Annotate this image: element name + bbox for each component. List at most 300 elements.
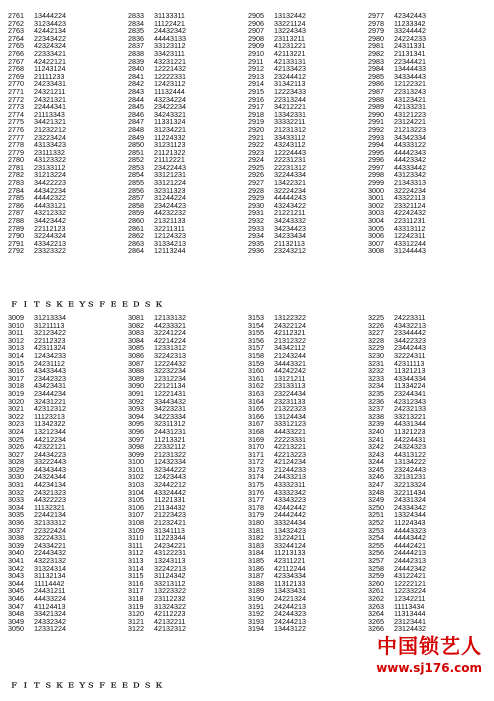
key-number: 3237 xyxy=(368,404,384,414)
key-number: 3096 xyxy=(128,426,144,436)
key-number: 2833 xyxy=(128,11,144,20)
cut-code: 24311331 xyxy=(394,41,426,51)
key-number: 2998 xyxy=(368,170,384,180)
key-number: 3007 xyxy=(368,238,384,248)
cut-code: 43432213 xyxy=(394,320,426,330)
key-number: 2777 xyxy=(8,132,24,142)
cut-code: 33433112 xyxy=(274,132,306,142)
cut-code: 22443432 xyxy=(34,548,66,558)
key-number: 2935 xyxy=(248,238,264,248)
cut-code: 24334342 xyxy=(394,502,426,512)
key-number: 2853 xyxy=(128,162,144,172)
cut-code: 34342334 xyxy=(394,132,426,142)
cut-code: 23133112 xyxy=(34,162,66,172)
key-number: 3248 xyxy=(368,487,384,497)
key-number: 2992 xyxy=(368,124,384,134)
cut-code: 22231231 xyxy=(274,155,306,165)
cut-code: 21111233 xyxy=(34,71,65,81)
key-number: 3102 xyxy=(128,472,144,482)
key-number: 2919 xyxy=(248,117,264,127)
key-number: 3043 xyxy=(8,571,24,581)
key-number: 2767 xyxy=(8,56,24,66)
cut-code: 13444224 xyxy=(34,11,66,20)
cut-code: 33312123 xyxy=(274,419,306,429)
key-number: 2994 xyxy=(368,140,384,150)
cut-code: 24231112 xyxy=(34,358,65,368)
key-number: 2764 xyxy=(8,33,24,43)
key-number: 2776 xyxy=(8,124,24,134)
key-number: 3234 xyxy=(368,381,384,391)
cut-code: 32131231 xyxy=(394,472,426,482)
key-number: 3189 xyxy=(248,586,264,596)
cut-code: 44342234 xyxy=(34,185,66,195)
cut-code: 43123322 xyxy=(34,155,66,165)
cut-code: 32123422 xyxy=(34,328,66,338)
cut-code: 44242242 xyxy=(274,366,306,376)
key-number: 3022 xyxy=(8,411,24,421)
key-number: 3045 xyxy=(8,586,24,596)
key-number: 3179 xyxy=(248,510,264,520)
cut-code: 31133311 xyxy=(154,11,185,20)
cut-code: 42442442 xyxy=(274,502,306,512)
cut-code: 21223423 xyxy=(154,510,186,520)
cut-code: 24324344 xyxy=(34,472,66,482)
cut-code: 44444243 xyxy=(274,193,306,203)
cut-code: 13443122 xyxy=(274,624,306,634)
cut-code: 42312343 xyxy=(394,396,426,406)
cut-code: 13342331 xyxy=(274,109,306,119)
cut-code: 11224332 xyxy=(154,132,186,142)
key-number: 2997 xyxy=(368,162,384,172)
key-number: 3091 xyxy=(128,388,144,398)
cut-code: 12342211 xyxy=(394,593,426,603)
key-number: 3032 xyxy=(8,487,24,497)
key-number: 3025 xyxy=(8,434,24,444)
key-number: 2852 xyxy=(128,155,144,165)
cut-code: 23244341 xyxy=(394,388,426,398)
key-number: 3027 xyxy=(8,449,24,459)
cut-code: 23244412 xyxy=(274,71,306,81)
cut-code: 13433431 xyxy=(274,586,306,596)
cut-code: 11321223 xyxy=(394,426,426,436)
key-number: 2790 xyxy=(8,231,24,241)
cut-code: 42124234 xyxy=(274,457,306,467)
key-number: 3244 xyxy=(368,457,384,467)
cut-code: 34233434 xyxy=(274,231,306,241)
key-number: 2858 xyxy=(128,200,144,210)
key-number: 2783 xyxy=(8,178,24,188)
key-number: 2933 xyxy=(248,223,264,233)
cut-code: 43122421 xyxy=(394,571,426,581)
cut-code: 44433224 xyxy=(34,593,66,603)
cut-code: 11312133 xyxy=(274,578,306,588)
table-row xyxy=(128,247,186,255)
key-number: 3108 xyxy=(128,518,144,528)
cut-code: 22223331 xyxy=(274,434,306,444)
key-number: 3083 xyxy=(128,328,144,338)
cut-code: 33244124 xyxy=(274,540,306,550)
cut-code: 24224233 xyxy=(394,33,426,43)
cut-code: 22322424 xyxy=(34,525,66,535)
key-number: 2989 xyxy=(368,102,384,112)
cut-code: 44433121 xyxy=(34,200,66,210)
key-number: 2850 xyxy=(128,140,144,150)
cut-code: 43423431 xyxy=(34,381,66,391)
cut-code: 21134432 xyxy=(154,502,186,512)
key-number: 3013 xyxy=(8,343,24,353)
key-number: 2906 xyxy=(248,18,264,28)
cut-code: 12312234 xyxy=(154,373,186,383)
key-number: 2986 xyxy=(368,79,384,89)
key-number: 3115 xyxy=(128,571,144,581)
cut-code: 44343443 xyxy=(34,464,66,474)
cut-code: 24434223 xyxy=(34,449,66,459)
key-number: 3235 xyxy=(368,388,384,398)
key-number: 3111 xyxy=(128,540,143,550)
cut-code: 42213221 xyxy=(274,442,306,452)
cut-code: 43342213 xyxy=(34,238,66,248)
cut-code: 13212344 xyxy=(34,426,66,436)
cut-code: 24331324 xyxy=(394,495,426,505)
key-number: 3250 xyxy=(368,502,384,512)
key-number: 3009 xyxy=(8,313,24,322)
key-number: 3015 xyxy=(8,358,24,368)
cut-code: 24442342 xyxy=(394,563,426,573)
code-column xyxy=(8,12,66,255)
cut-code: 22444341 xyxy=(34,102,66,112)
cut-code: 11313444 xyxy=(394,609,426,619)
cut-code: 11132444 xyxy=(154,86,185,96)
cut-code: 11122421 xyxy=(154,18,185,28)
cut-code: 23123441 xyxy=(394,616,426,626)
key-number: 2837 xyxy=(128,41,144,51)
cut-code: 13122322 xyxy=(274,313,306,322)
cut-code: 34342112 xyxy=(274,343,306,353)
cut-code: 21131341 xyxy=(394,48,426,58)
key-number: 2915 xyxy=(248,86,264,96)
key-number: 3040 xyxy=(8,548,24,558)
key-number: 3240 xyxy=(368,426,384,436)
key-number: 3154 xyxy=(248,320,264,330)
cut-code: 44233321 xyxy=(154,320,186,330)
key-number: 2834 xyxy=(128,18,144,28)
key-number: 3249 xyxy=(368,495,384,505)
key-number: 2996 xyxy=(368,155,384,165)
key-number: 3252 xyxy=(368,518,384,528)
cut-code: 42311221 xyxy=(274,556,306,565)
cut-code: 23344442 xyxy=(394,328,426,338)
key-number: 3262 xyxy=(368,593,384,603)
cut-code: 44442343 xyxy=(394,147,426,157)
key-number: 3236 xyxy=(368,396,384,406)
cut-code: 44442322 xyxy=(34,193,66,203)
key-number: 2762 xyxy=(8,18,24,28)
key-number: 3003 xyxy=(368,208,384,218)
cut-code: 31342113 xyxy=(274,79,306,89)
cut-code: 24232133 xyxy=(394,404,426,414)
key-number: 2781 xyxy=(8,162,24,172)
cut-code: 24334221 xyxy=(34,540,66,550)
key-number: 3194 xyxy=(248,624,264,634)
key-number: 3002 xyxy=(368,200,384,210)
cut-code: 23442323 xyxy=(34,373,66,383)
key-number: 3188 xyxy=(248,578,264,588)
watermark xyxy=(376,630,482,675)
cut-code: 31213224 xyxy=(34,170,66,180)
cut-code: 42133423 xyxy=(274,64,306,74)
cut-code: 12221431 xyxy=(154,388,186,398)
code-column xyxy=(128,314,186,633)
key-number: 2981 xyxy=(368,41,384,51)
key-number: 3172 xyxy=(248,457,264,467)
key-number: 3232 xyxy=(368,366,384,376)
cut-code: 42133131 xyxy=(274,56,306,66)
cut-code: 12242311 xyxy=(394,231,426,241)
key-number: 2845 xyxy=(128,102,144,112)
key-number: 3046 xyxy=(8,593,24,603)
key-number: 2929 xyxy=(248,193,264,203)
key-number: 3181 xyxy=(248,525,264,535)
cut-code: 12221432 xyxy=(154,64,186,74)
key-number: 3259 xyxy=(368,571,384,581)
cut-code: 34212221 xyxy=(274,102,306,112)
key-number: 2921 xyxy=(248,132,264,142)
cut-code: 21244233 xyxy=(274,464,306,474)
cut-code: 12331312 xyxy=(154,343,186,353)
key-number: 3162 xyxy=(248,381,264,391)
key-number: 3026 xyxy=(8,442,24,452)
cut-code: 42324324 xyxy=(34,41,66,51)
key-number: 2763 xyxy=(8,26,24,36)
key-number: 3256 xyxy=(368,548,384,558)
key-number: 3247 xyxy=(368,480,384,490)
key-number: 2789 xyxy=(8,223,24,233)
key-number: 2922 xyxy=(248,140,264,150)
key-number: 3095 xyxy=(128,419,144,429)
cut-code: 31234221 xyxy=(154,124,186,134)
key-number: 2838 xyxy=(128,48,144,58)
cut-code: 21232421 xyxy=(154,518,186,528)
key-number: 3228 xyxy=(368,335,384,345)
cut-code: 43133423 xyxy=(34,140,66,150)
key-number: 3000 xyxy=(368,185,384,195)
key-number: 2778 xyxy=(8,140,24,150)
code-column xyxy=(368,314,426,633)
cut-code: 22332112 xyxy=(154,442,186,452)
key-number: 3261 xyxy=(368,586,384,596)
cut-code: 42312312 xyxy=(34,404,66,414)
key-number: 3167 xyxy=(248,419,264,429)
key-number: 3177 xyxy=(248,495,264,505)
key-number: 3005 xyxy=(368,223,384,233)
cut-code: 22313244 xyxy=(274,94,306,104)
cut-code: 44443133 xyxy=(154,33,186,43)
key-number: 3038 xyxy=(8,533,24,543)
key-number: 3230 xyxy=(368,350,384,360)
key-number: 2774 xyxy=(8,109,24,119)
key-number: 3081 xyxy=(128,313,144,322)
key-number: 2999 xyxy=(368,178,384,188)
key-number: 3155 xyxy=(248,328,264,338)
key-number: 3008 xyxy=(368,246,384,256)
key-number: 2917 xyxy=(248,102,264,112)
cut-code: 44212234 xyxy=(34,434,66,444)
cut-code: 43123342 xyxy=(394,170,426,180)
cut-code: 24324323 xyxy=(394,442,426,452)
cut-code: 42112223 xyxy=(154,609,186,619)
key-number: 2936 xyxy=(248,246,264,256)
key-number: 3087 xyxy=(128,358,144,368)
cut-code: 21121322 xyxy=(154,147,186,157)
cut-code: 24321211 xyxy=(34,86,66,96)
key-number: 3156 xyxy=(248,335,264,345)
cut-code: 12432334 xyxy=(154,457,186,467)
cut-code: 43243422 xyxy=(274,200,306,210)
table-row xyxy=(8,247,66,255)
cut-code: 12331224 xyxy=(34,624,66,634)
cut-code: 24332342 xyxy=(34,616,66,626)
key-number: 2773 xyxy=(8,102,24,112)
cut-code: 32241224 xyxy=(154,328,186,338)
cut-code: 12222331 xyxy=(154,71,186,81)
key-number: 3157 xyxy=(248,343,264,353)
key-number: 3116 xyxy=(128,578,144,588)
cut-code: 13422321 xyxy=(274,178,306,188)
key-number: 3176 xyxy=(248,487,264,497)
key-number: 2914 xyxy=(248,79,264,89)
cut-code: 32211434 xyxy=(394,487,426,497)
code-column xyxy=(248,314,306,633)
cut-code: 44333122 xyxy=(394,140,426,150)
key-number: 2930 xyxy=(248,200,264,210)
key-number: 3185 xyxy=(248,556,264,565)
key-number: 3225 xyxy=(368,313,384,322)
key-number: 3168 xyxy=(248,426,264,436)
key-number: 3023 xyxy=(8,419,24,429)
key-number: 2907 xyxy=(248,26,264,36)
cut-code: 21231322 xyxy=(154,449,186,459)
cut-code: 33324434 xyxy=(274,518,306,528)
key-number: 3086 xyxy=(128,350,144,360)
key-number: 3029 xyxy=(8,464,24,474)
cut-code: 12423112 xyxy=(154,79,186,89)
key-number: 3107 xyxy=(128,510,144,520)
key-number: 3242 xyxy=(368,442,384,452)
cut-code: 42322121 xyxy=(34,442,66,452)
cut-code: 12122321 xyxy=(394,79,426,89)
cut-code: 34243321 xyxy=(154,109,186,119)
cut-code: 23242443 xyxy=(394,464,426,474)
cut-code: 11223344 xyxy=(154,533,186,543)
cut-code: 23133113 xyxy=(274,381,306,391)
cut-code: 43322113 xyxy=(394,193,426,203)
cut-code: 23323322 xyxy=(34,246,66,256)
cut-code: 34334443 xyxy=(394,71,426,81)
cut-code: 33123112 xyxy=(154,41,186,51)
cut-code: 32224234 xyxy=(394,185,426,195)
key-number: 2984 xyxy=(368,64,384,74)
cut-code: 34421321 xyxy=(34,117,66,127)
cut-code: 32344222 xyxy=(154,464,186,474)
key-number: 2761 xyxy=(8,11,24,20)
key-number: 2771 xyxy=(8,86,24,96)
key-number: 3241 xyxy=(368,434,384,444)
key-number: 3104 xyxy=(128,487,144,497)
table-row xyxy=(248,625,306,633)
cut-code: 31231123 xyxy=(154,140,186,150)
cut-code: 43433443 xyxy=(34,366,66,376)
key-number: 3170 xyxy=(248,442,264,452)
key-number: 3119 xyxy=(128,601,144,611)
key-number: 3187 xyxy=(248,571,264,581)
cut-code: 23224434 xyxy=(274,388,306,398)
key-number: 3251 xyxy=(368,510,384,520)
cut-code: 23124221 xyxy=(394,117,426,127)
cut-code: 42242432 xyxy=(394,208,426,218)
cut-code: 23112232 xyxy=(154,593,186,603)
cut-code: 32224311 xyxy=(394,350,426,360)
key-number: 3255 xyxy=(368,540,384,550)
cut-code: 44234134 xyxy=(34,480,66,490)
key-number: 3171 xyxy=(248,449,264,459)
cut-code: 13124434 xyxy=(274,411,306,421)
key-number: 2788 xyxy=(8,216,24,226)
cut-code: 11224343 xyxy=(394,518,426,528)
cut-code: 22313243 xyxy=(394,86,426,96)
table-row xyxy=(8,625,66,633)
key-number: 3100 xyxy=(128,457,144,467)
key-number: 3028 xyxy=(8,457,24,467)
cut-code: 43324442 xyxy=(154,487,186,497)
cut-code: 42334334 xyxy=(274,571,306,581)
cut-code: 43344334 xyxy=(394,373,426,383)
key-number: 3085 xyxy=(128,343,144,353)
key-number: 3112 xyxy=(128,548,144,558)
key-number: 3024 xyxy=(8,426,24,436)
key-number: 3011 xyxy=(8,328,24,338)
cut-code: 11321213 xyxy=(394,366,426,376)
cut-code: 11213133 xyxy=(274,548,306,558)
key-number: 2987 xyxy=(368,86,384,96)
key-number: 3012 xyxy=(8,335,24,345)
key-number: 3163 xyxy=(248,388,264,398)
cut-code: 23424423 xyxy=(154,200,186,210)
key-number: 3166 xyxy=(248,411,264,421)
key-number: 3238 xyxy=(368,411,384,421)
cut-code: 43231221 xyxy=(154,56,186,66)
cut-code: 31224211 xyxy=(274,533,306,543)
key-number: 2848 xyxy=(128,124,144,134)
key-number: 3246 xyxy=(368,472,384,482)
cut-code: 32244324 xyxy=(34,231,66,241)
cut-code: 23321124 xyxy=(394,200,426,210)
cut-code: 44232232 xyxy=(154,208,186,218)
key-number: 3105 xyxy=(128,495,144,505)
cut-code: 32224331 xyxy=(34,533,66,543)
key-number: 3006 xyxy=(368,231,384,241)
key-number: 2991 xyxy=(368,117,384,127)
key-number: 3160 xyxy=(248,366,264,376)
key-number: 3103 xyxy=(128,480,144,490)
key-number: 2920 xyxy=(248,124,264,134)
cut-code: 31324322 xyxy=(154,601,186,611)
cut-code: 12434233 xyxy=(34,350,66,360)
code-column xyxy=(248,12,306,255)
cut-code: 23111332 xyxy=(34,147,65,157)
cut-code: 42132312 xyxy=(154,624,186,634)
key-number: 2765 xyxy=(8,41,24,51)
key-number: 2854 xyxy=(128,170,144,180)
